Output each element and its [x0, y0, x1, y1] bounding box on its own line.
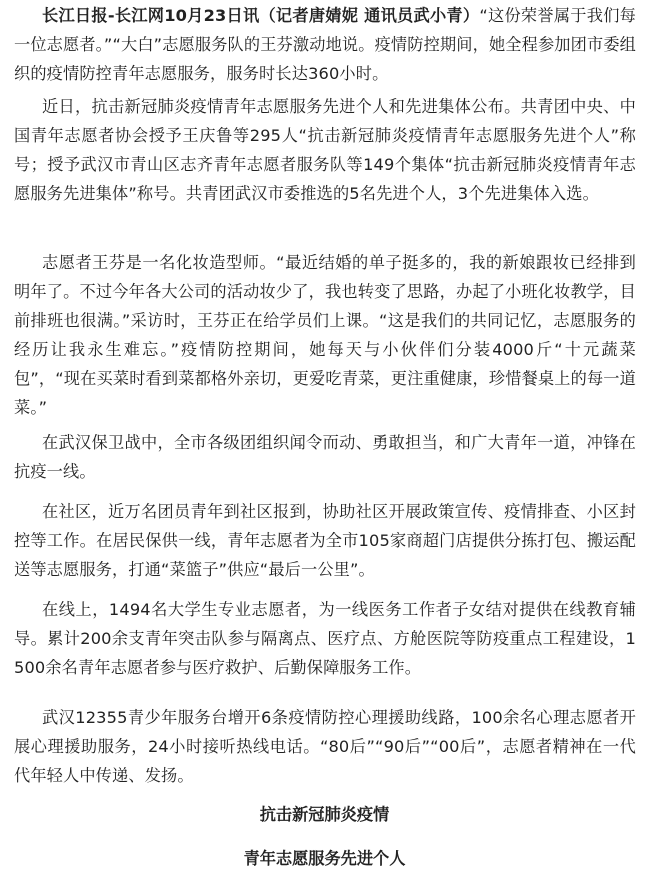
- paragraph-online: 在线上，1494名大学生专业志愿者，为一线医务工作者子女结对提供在线教育辅导。累计200余支青年突击队参与隔离点、医疗点、方舱医院等防疫重点工程建设，1500余名青年志愿者参与医疗救护、后勤保障服务工作。: [14, 600, 636, 677]
- paragraph-hotline: 武汉12355青少年服务台增开6条疫情防控心理援助线路，100余名心理志愿者开展心理援助服务，24小时接听热线电话。“80后”“90后”“00后”，志愿者精神在一代代年轻人中传递、发扬。: [14, 708, 636, 785]
- paragraph-announcement: 近日，抗击新冠肺炎疫情青年志愿服务先进个人和先进集体公布。共青团中央、中国青年志愿者协会授予王庆鲁等295人“抗击新冠肺炎疫情青年志愿服务先进个人”称号；授予武汉市青山区志齐青年志愿者服务队等149个集体“抗击新冠肺炎疫情青年志愿服务先进集体”称号。共青团武汉市委推选的5名先进个人，3个先进集体入选。: [14, 97, 636, 203]
- paragraph-community: 在社区，近万名团员青年到社区报到，协助社区开展政策宣传、疫情排查、小区封控等工作。在居民保供一线，青年志愿者为全市105家商超门店提供分拣打包、搬运配送等志愿服务，打通“菜篮子”供应“最后一公里”。: [14, 502, 636, 579]
- section-heading-2: 青年志愿服务先进个人: [243, 849, 406, 868]
- paragraph-wuhan-defense: 在武汉保卫战中，全市各级团组织闻令而动、勇敢担当，和广大青年一道，冲锋在抗疫一线。: [14, 433, 636, 481]
- intro-text: “这份荣誉属于我们每一位志愿者。”“大白”志愿服务队的王芬激动地说。疫情防控期间，她全程参加团市委组织的疫情防控青年志愿服务，服务时长达360小时。: [14, 6, 636, 83]
- paragraph-intro: [14, 1, 636, 88]
- section-heading-1: 抗击新冠肺炎疫情: [259, 805, 390, 824]
- paragraph-volunteer-story: 志愿者王芬是一名化妆造型师。“最近结婚的单子挺多的，我的新娘跟妆已经排到明年了。不过今年各大公司的活动妆少了，我也转变了思路，办起了小班化妆教学，目前排班也很满。”采访时，王芬正在给学员们上课。“这是我们的共同记忆，志愿服务的经历让我永生难忘。”疫情防控期间，她每天与小伙伴们分装4000斤“十元蔬菜包”，“现在买菜时看到菜都格外亲切，更爱吃青菜，更注重健康，珍惜餐桌上的每一道菜。”: [14, 253, 636, 417]
- dateline: 长江日报-长江网10月23日讯（记者唐婧妮 通讯员武小青）: [42, 6, 480, 25]
